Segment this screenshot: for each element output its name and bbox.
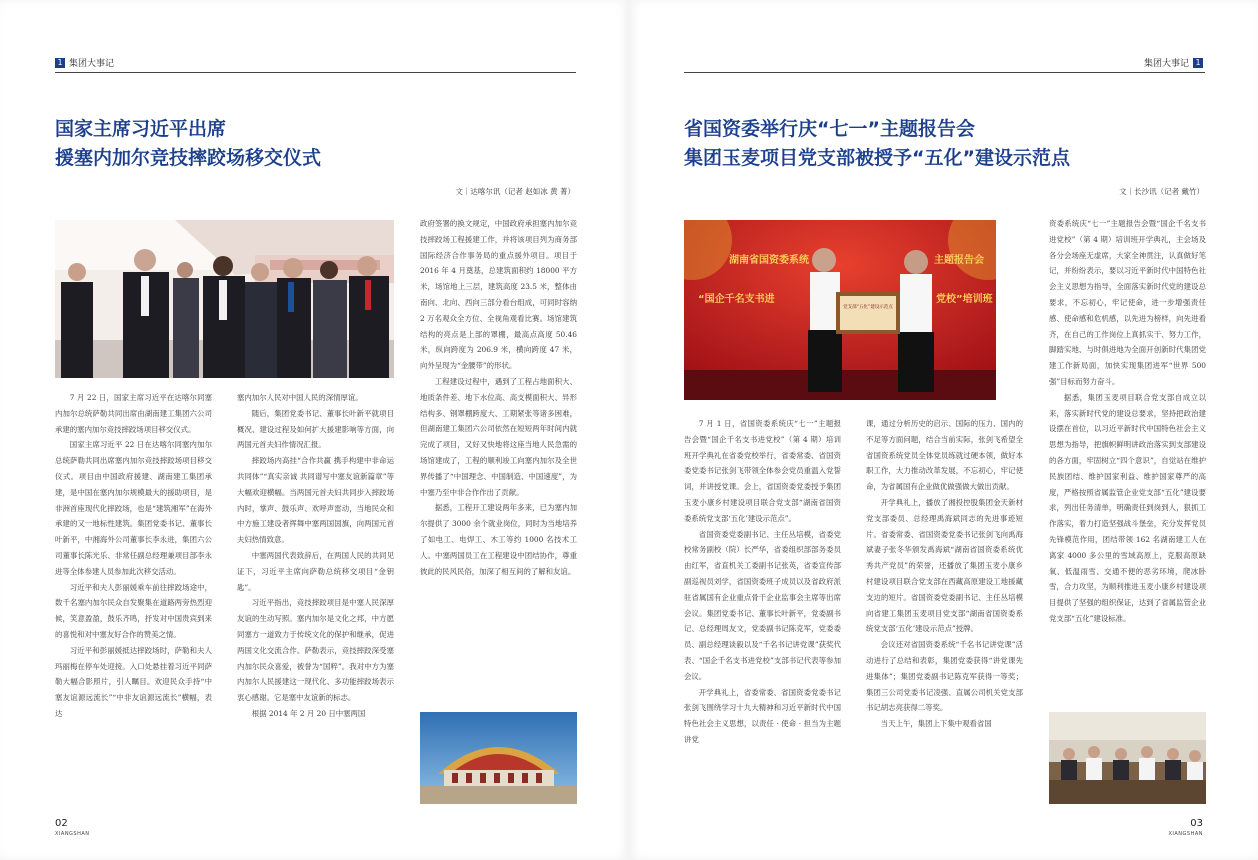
page-number: [55, 818, 90, 840]
ceremony-photo: [55, 220, 394, 378]
paragraph: 根据 2014 年 2 月 20 日中塞两国: [251, 708, 366, 718]
paragraph: 省国资委党委副书记、主任丛培模，省委党校常务副校（院）长严华，省委组织部部务委员由红军，省直机关工委副书记张英，省委宣传部副巡视员刘学，省国资委班子成员以及省政府派驻省属国有企业重点骨干企业监事会主席等出席会议。集团党委书记、董事长叶新平，党委副书记、总经理周友文，党委副书记陈克军，党委委员、副总经理谈毅以及“千名书记讲党课”获奖代表、“国企千名支书进党校”支部书记代表等参加会议。: [684, 529, 841, 681]
paragraph: 随后，集团党委书记、董事长叶新平就项目概况、建设过程及如何扩大援建影响等方面，向两国元首夫妇作情况汇报。: [237, 408, 394, 450]
article-column-2: [866, 416, 1023, 812]
meeting-photo: [1049, 712, 1206, 804]
section-number-badge: 1: [1193, 58, 1203, 68]
section-title: 集团大事记: [1143, 59, 1189, 69]
banner-text-2: “国企千名支书进: [698, 294, 775, 305]
section-number-badge: 1: [55, 58, 65, 68]
article-column-3: [420, 216, 577, 698]
paragraph: 国家主席习近平 22 日在达喀尔同塞内加尔总统萨勒共同出席塞内加尔竞技摔跤场项目移交仪式。项目由中国政府援建、湖南建工集团承建，是中国在塞内加尔规模最大的援助项目，是非洲首座现代化摔跤场，也是“建筑湘军”在海外承建的又一地标性建筑。集团党委书记、董事长叶新平，中湘海外公司董事长李永进，集团六公司董事长陈光乐、非常任副总经理兼项目部李永进等全体参建人员参加此次移交活动。: [55, 440, 212, 576]
page-label: XIANGSHAN: [55, 831, 90, 837]
paragraph: 7 月 22 日，国家主席习近平在达喀尔同塞内加尔总统萨勒共同出席由湖南建工集团六公司承建的塞内加尔竞技摔跤场项目移交仪式。: [55, 393, 212, 434]
article-byline: 文｜达喀尔讯（记者 赵如冰 黄 菁）: [455, 187, 575, 196]
paragraph: 7 月 1 日，省国资委系统庆“七一”主题报告会暨“国企千名支书进党校”（第 4 期）培训班开学典礼在省委党校举行，省委常委、省国资委党委书记张剑飞带领全体参会党员重温入党誓词，并讲授党课。会上，省国资委党委授予集团玉麦小康乡村建设项目联合党支部“湖南省国资委系统党支部‘五化’建设示范点”。: [684, 419, 841, 523]
article-column-3: [1049, 216, 1206, 704]
article-column-2: [237, 390, 394, 812]
banner-text-1: 湖南省国资委系统: [729, 255, 809, 266]
section-header: [55, 56, 114, 69]
paragraph: 据悉，工程开工建设两年多来，已为塞内加尔提供了 3000 余个就业岗位，同时为当地培养了如电工、电焊工、木工等约 1000 名技术工人。中塞两国员工在工程建设中团结协作，尊重彼此的民风民俗，加深了相互间的了解和友谊。: [420, 503, 577, 576]
paragraph: 政府签署的换文规定，中国政府承担塞内加尔竞技摔跤场工程援建工作，并将该项目列为商务部国际经济合作事务局的重点援外项目。项目于 2016 年 4 月奠基，总建筑面积约 18000 平方米，场馆地上三层，建筑高度 23.5 米，整体由南向、北向、西向三部分看台组成，可同时容纳 2 万名观众全方位、全视角观看比赛。场馆建筑结构的亮点是上部的罩棚，最高点高度 50.46 米，纵向跨度为 206.9 米，横向跨度 47 米，向外呈现为“金腰带”的形状。: [420, 219, 577, 371]
paragraph: 工程建设过程中，遇到了工程占地面积大、地质条件差、地下水位高、高支模面积大、异形结构多、钢罩棚跨度大、工期紧张等诸多困难，但湖南建工集团六公司依然在短短两年时间内就完成了项目，又好又快地将这座当地人民急需的场馆建成了，工程的顺利竣工向塞内加尔及全世界传播了“中国理念、中国制造、中国速度”，为中塞乃至中非合作作出了贡献。: [420, 376, 577, 497]
paragraph: 开学典礼上，省委常委、省国资委党委书记张剑飞围绕学习十九大精神和习近平新时代中国特色社会主义思想，以责任 · 使命 · 担当为主题讲党: [684, 687, 841, 744]
paragraph: 习近平指出，竞技摔跤项目是中塞人民深厚友谊的生动写照。塞内加尔是文化之邦，中方愿同塞方一道致力于传统文化的保护和继承，促进两国文化交流合作。萨勒表示，竞技摔跤深受塞内加尔民众喜爱，被誉为“国粹”。我对中方为塞内加尔人民援建这一现代化、多功能摔跤场表示衷心感谢。它是塞中友谊新的标志。: [237, 598, 394, 703]
paragraph: 塞内加尔人民对中国人民的深情厚谊。: [237, 393, 363, 402]
article-byline: 文｜长沙讯（记者 戴竹）: [1119, 187, 1204, 196]
meeting-photo-illustration: [1049, 712, 1206, 804]
article-title-line-1: 国家主席习近平出席: [55, 118, 227, 140]
page-label: XIANGSHAN: [1168, 831, 1203, 837]
section-title: 集团大事记: [69, 59, 115, 69]
article-title-line-2: 集团玉麦项目党支部被授予“五化”建设示范点: [684, 147, 1070, 169]
paragraph: 会议还对省国资委系统“千名书记讲党课”活动进行了总结和表彰，集团党委获得“讲党课先进集体”；集团党委副书记陈克军获得一等奖；集团三公司党委书记凌强、直属公司机关党支部书记胡志亮获得二等奖。: [866, 640, 1023, 713]
article-title: [684, 115, 1070, 173]
paragraph: 习近平和夫人彭丽媛乘车前往摔跤场途中，数千名塞内加尔民众自发聚集在道路两旁热烈迎候，笑意盈盈，鼓乐齐鸣，抒发对中国贵宾到来的喜悦和对中塞友好合作的赞美之情。: [55, 582, 212, 639]
header-rule: [684, 72, 1205, 73]
page-number: [1168, 818, 1203, 840]
paragraph: 资委系统庆“七一”主题报告会暨“国企千名支书进党校”（第 4 期）培训班开学典礼，主会场及各分会场座无虚席，大家全神贯注，认真做好笔记，并纷纷表示，要以习近平新时代中国特色社会主义思想为指导，全面落实新时代党的建设总要求，不忘初心，牢记使命，进一步增强责任感、使命感和危机感，以先进为榜样，向先进看齐，在自己的工作岗位上真抓实干、努力工作，脚踏实地、与时俱进地为全面开创新时代集团党建工作新局面，加快实现集团进军“世界 500 强”目标而努力奋斗。: [1049, 219, 1206, 386]
ceremony-photo-illustration: [55, 220, 394, 378]
banner-text-3: 主题报告会: [934, 255, 984, 266]
article-column-1: [684, 416, 841, 812]
arena-photo: [420, 712, 577, 804]
section-header: [1144, 56, 1203, 69]
paragraph: 摔跤场内高挂“合作共赢 携手构建中非命运共同体”“真实亲诚 共同谱写中塞友谊新篇章”等大幅欢迎横幅。当两国元首夫妇共同步入摔跤场内时，掌声、鼓乐声、欢呼声雷动，当地民众和中方施工建设者挥舞中塞两国国旗，向两国元首夫妇热情致意。: [237, 456, 394, 545]
paragraph: 习近平和彭丽媛抵达摔跤场时，萨勒和夫人玛丽梅在停车处迎接。入口处悬挂着习近平同萨勒大幅合影照片，引人瞩目。欢迎民众手持“中塞友谊源远流长”“中非友谊源远流长”横幅，表达: [55, 645, 212, 718]
award-photo-illustration: [684, 220, 996, 400]
arena-photo-illustration: [420, 712, 577, 804]
paragraph: 开学典礼上，播放了湘投控股集团金天新材党支部委员、总经理禹海斌同志的先进事迹短片。省委常委、省国资委党委书记张剑飞向禹海斌妻子张冬华颁发禹海斌“湖南省国资委系统优秀共产党员”的荣誉，还播放了集团玉麦小康乡村建设项目联合党支部在西藏高原建设工地援藏支边的短片。省国资委党委副书记、主任丛培模向省建工集团玉麦项目党支部“湖南省国资委系统党支部‘五化’建设示范点”授牌。: [866, 497, 1023, 634]
article-title: [55, 115, 321, 173]
article-column-1: [55, 390, 212, 812]
paragraph: 当天上午，集团上下集中观看省国: [880, 719, 992, 729]
page-number-value: 03: [1190, 818, 1203, 829]
paragraph: 课，通过分析历史的启示、国际的压力、国内的不足等方面问题，结合当前实际，张剑飞希望全省国资系统党员全体党员练就过硬本领，做好本职工作，大力推动改革发展，不忘初心，牢记使命，为省属国有企业做优做强做大做出贡献。: [866, 419, 1023, 492]
article-title-line-1: 省国资委举行庆“七一”主题报告会: [684, 118, 975, 140]
paragraph: 中塞两国代表致辞后，在两国人民的共同见证下，习近平主席向萨勒总统移交项目“金钥匙”。: [237, 550, 394, 592]
page-number-value: 02: [55, 818, 68, 829]
article-title-line-2: 援塞内加尔竞技摔跤场移交仪式: [55, 147, 322, 169]
plaque-text: 党支部“五化”建设示范点: [843, 305, 893, 310]
header-rule: [55, 72, 576, 73]
paragraph: 据悉，集团玉麦项目联合党支部自成立以来，落实新时代党的建设总要求，坚持把政治建设摆在首位，以习近平新时代中国特色社会主义思想为指导，把旗帜鲜明讲政治落实到支部建设的各方面，牢固树立“四个意识”，自觉站在维护民族团结、维护国家利益、维护国家尊严的高度，严格按照省属监管企业党支部“五化”建设要求，列出任务清单，明确责任到岗到人，狠抓工作落实，着力打造坚强战斗堡垒，充分发挥党员先锋模范作用，团结带领 162 名湖南建工人在离家 4000 多公里的雪域高原上，克服高原缺氧、低温雨雪、交通不便的恶劣环境，爬冰卧雪，合力攻坚，为顺利推进玉麦小康乡村建设项目提供了坚强的组织保证，达到了省属监管企业党支部“五化”建设标准。: [1049, 392, 1206, 623]
banner-text-4: 党校”培训班: [936, 294, 993, 305]
right-page: [629, 0, 1258, 860]
award-photo: [684, 220, 996, 400]
